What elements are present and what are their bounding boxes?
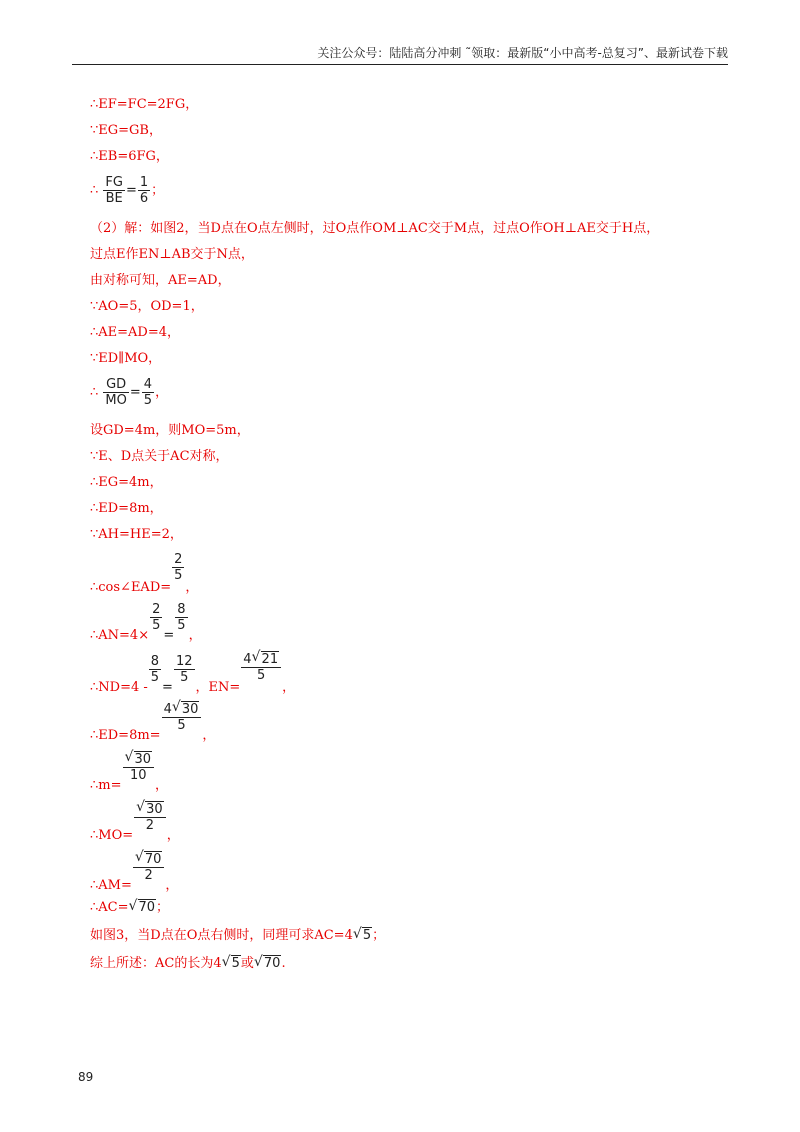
- square-root: [124, 749, 153, 767]
- denominator: 5: [177, 718, 186, 733]
- square-root: [136, 799, 164, 817]
- radicand: 70: [138, 900, 156, 915]
- expression-text: 如图3，当D点在O点右侧时，同理可求AC=4: [90, 928, 353, 943]
- text-line: [90, 896, 169, 920]
- fraction: [103, 377, 128, 408]
- text-line: ∵ED∥MO，: [90, 351, 162, 366]
- radical-sign: √: [171, 699, 181, 715]
- equals-sign: =: [129, 385, 141, 400]
- punctuation: ，: [202, 728, 216, 743]
- fraction-line: [90, 849, 179, 893]
- radicand: 5: [362, 928, 372, 943]
- text-line: ∴EG=4m，: [90, 475, 163, 490]
- denominator: 2: [145, 818, 155, 833]
- denominator: BE: [105, 191, 123, 206]
- numerator: 2: [152, 602, 161, 617]
- text-line: ∵AO=5，OD=1，: [90, 299, 204, 314]
- denominator: 5: [143, 393, 153, 408]
- text-line: ∵E、D点关于AC对称，: [90, 449, 229, 464]
- text-line: ∴EF=FC=2FG，: [90, 97, 199, 112]
- numerator: FG: [105, 175, 123, 190]
- square-root: [222, 952, 241, 976]
- denominator: 5: [152, 618, 161, 633]
- punctuation: ，: [155, 778, 169, 793]
- fraction-line: [90, 174, 164, 208]
- radical-sign: √: [128, 898, 138, 914]
- fraction: [174, 654, 195, 685]
- page-number: 89: [78, 1070, 94, 1084]
- expression-text: 综上所述：AC的长为4: [90, 956, 222, 971]
- square-root: [251, 649, 280, 667]
- denominator: 5: [150, 670, 160, 685]
- therefore-sign: ∴: [90, 183, 99, 198]
- square-root: [254, 952, 282, 976]
- radicand: 30: [146, 802, 163, 817]
- radical-sign: √: [134, 849, 144, 865]
- fraction: [123, 749, 155, 783]
- punctuation: ，: [282, 680, 296, 695]
- text-line: 过点E作EN⊥AB交于N点，: [90, 247, 254, 262]
- square-root: [353, 924, 372, 948]
- expression-text: ∴m=: [90, 778, 122, 793]
- fraction-line: [90, 552, 199, 595]
- radicand: 21: [261, 652, 279, 667]
- text-line: ∴AE=AD=4，: [90, 325, 181, 340]
- text-line: [90, 952, 286, 976]
- text-line: （2）解：如图2，当D点在O点左侧时，过O点作OM⊥AC交于M点，过点O作OH⊥AE交于H点，: [90, 221, 660, 236]
- radicand: 70: [144, 852, 162, 867]
- fraction: [133, 849, 165, 883]
- fraction: [150, 602, 162, 633]
- expression-text: ∴AM=: [90, 878, 132, 893]
- text-line: ∴EB=6FG，: [90, 149, 169, 164]
- radical-sign: √: [352, 926, 362, 942]
- punctuation: ，: [188, 628, 202, 643]
- punctuation: ，: [165, 878, 179, 893]
- square-root: [171, 699, 200, 717]
- numerator: [133, 849, 165, 868]
- radical-sign: √: [124, 749, 134, 765]
- denominator: 5: [257, 668, 266, 683]
- radical-sign: √: [136, 799, 146, 815]
- fraction: [241, 649, 281, 683]
- expression-text: ∴AN=4×: [90, 628, 150, 643]
- punctuation: .: [281, 956, 286, 971]
- equals-sign: =: [163, 628, 175, 643]
- coefficient: 4: [163, 702, 172, 717]
- fraction: [142, 377, 154, 408]
- text-line: 由对称可知，AE=AD，: [90, 273, 231, 288]
- radicand: 5: [231, 956, 240, 971]
- fraction: [149, 654, 161, 685]
- equals-sign: =: [125, 183, 137, 198]
- page-header: 关注公众号：陆陆高分冲刺 ˜领取：最新版“小中高考-总复习”、最新试卷下载: [72, 44, 728, 65]
- numerator: 12: [175, 654, 193, 669]
- numerator: [123, 749, 155, 768]
- numerator: 2: [174, 552, 183, 567]
- fraction-line: [90, 749, 169, 793]
- punctuation: ，: [155, 385, 169, 400]
- expression-text: ∴ED=8m=: [90, 728, 161, 743]
- fraction-line: [90, 376, 168, 410]
- expression-text: ，EN=: [195, 680, 241, 695]
- punctuation: ；: [156, 900, 170, 915]
- equals-sign: =: [162, 680, 173, 695]
- coefficient: 4: [243, 652, 252, 667]
- text-line: 设GD=4m，则MO=5m，: [90, 423, 250, 438]
- numerator: [134, 799, 166, 818]
- numerator: [162, 699, 202, 718]
- text-line: ∵AH=HE=2，: [90, 527, 183, 542]
- expression-text: ∴MO=: [90, 828, 134, 843]
- denominator: MO: [105, 393, 127, 408]
- expression-text: ∴cos∠EAD=: [90, 580, 172, 595]
- denominator: 5: [177, 618, 186, 633]
- square-root: [134, 849, 163, 867]
- punctuation: ，: [185, 580, 199, 595]
- numerator: 1: [139, 175, 149, 190]
- fraction-line: [90, 799, 180, 843]
- radical-sign: √: [221, 954, 231, 970]
- fraction: [134, 799, 166, 833]
- square-root: [129, 896, 157, 920]
- fraction: [172, 552, 184, 583]
- expression-text: ∴AC=: [90, 900, 129, 915]
- text-line: ∵EG=GB，: [90, 123, 162, 138]
- numerator: GD: [103, 377, 128, 393]
- denominator: 5: [180, 670, 189, 685]
- numerator: 8: [150, 654, 160, 669]
- punctuation: ；: [372, 928, 386, 943]
- fraction-line: [90, 602, 202, 642]
- radical-sign: √: [251, 649, 261, 665]
- text-line: ∴ED=8m，: [90, 501, 163, 516]
- fraction: [103, 175, 125, 206]
- numerator: 4: [143, 377, 153, 392]
- radical-sign: √: [253, 954, 263, 970]
- fraction-line: [90, 649, 296, 695]
- text-line: [90, 924, 385, 948]
- fraction: [138, 175, 150, 206]
- denominator: 2: [144, 868, 153, 883]
- numerator: [241, 649, 281, 668]
- radicand: 70: [263, 956, 281, 971]
- fraction-line: [90, 699, 216, 743]
- denominator: 5: [174, 568, 183, 583]
- expression-text: 或: [240, 956, 254, 971]
- punctuation: ，: [166, 828, 180, 843]
- denominator: 10: [130, 768, 147, 783]
- punctuation: ；: [151, 183, 165, 198]
- denominator: 6: [139, 191, 149, 206]
- therefore-sign: ∴: [90, 385, 99, 400]
- radicand: 30: [134, 752, 152, 767]
- expression-text: ∴ND=4 -: [90, 680, 148, 695]
- numerator: 8: [177, 602, 186, 617]
- fraction: [175, 602, 187, 633]
- radicand: 30: [181, 702, 199, 717]
- fraction: [162, 699, 202, 733]
